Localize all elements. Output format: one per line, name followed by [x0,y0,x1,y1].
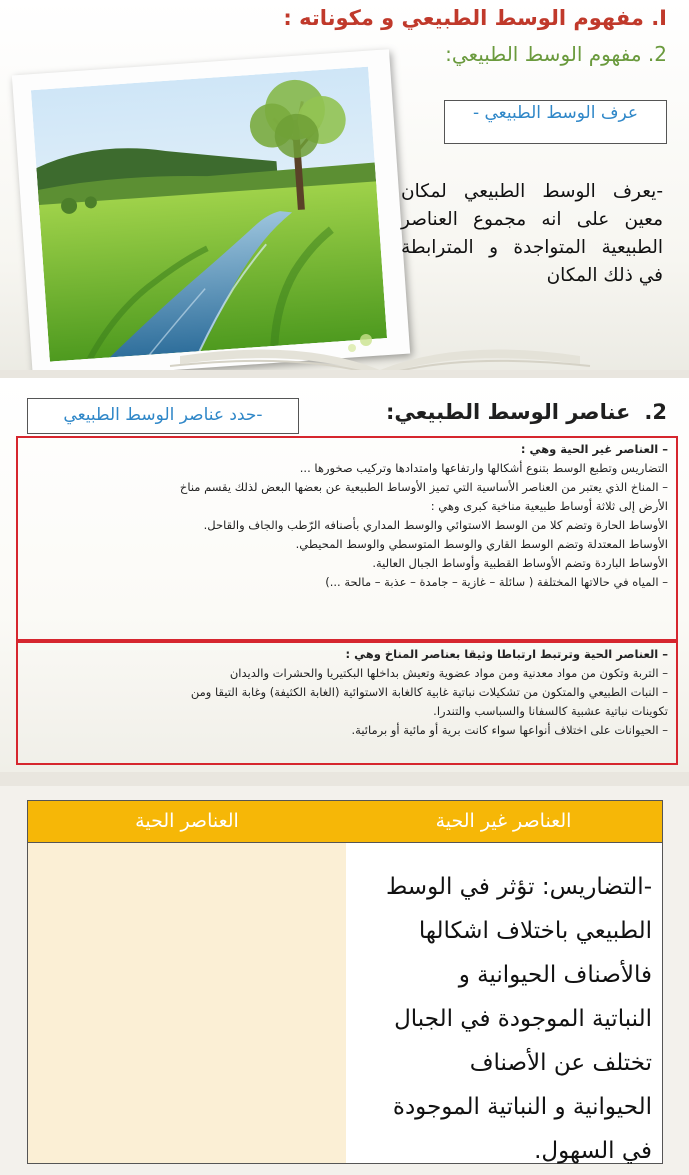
cell-line: فالأصناف الحيوانية و [458,962,652,988]
question-define-box: - عرف الوسط الطبيعي [444,100,667,144]
slide-concept [0,0,689,370]
list-item: – النبات الطبيعي والمتكون من تشكيلات نباتية غابية كالغابة الاستوائية (الغابة الكثيفة) وغابة التيقا ومن [190,685,668,699]
cell-line: النباتية الموجودة في الجبال [394,1006,652,1032]
lesson-title: I. مفهوم الوسط الطبيعي و مكوناته : [283,6,667,30]
cell-line: في السهول. [534,1138,652,1164]
list-item: الأرض إلى ثلاثة أوساط طبيعية مناخية كبرى وهي : [430,499,668,513]
living-elements-box [16,641,678,765]
slide-elements [0,378,689,772]
list-item: – المياه في حالاتها المختلفة ( سائلة – غازية – جامدة – عذبة – مالحة ...) [325,575,668,589]
section-heading-text: عناصر الوسط الطبيعي: [386,400,631,424]
list-item: الأوساط المعتدلة وتضم الوسط القاري والوسط المتوسطي والوسط المحيطي. [295,537,668,551]
elements-table [27,800,663,1164]
cell-nonliving [344,843,662,1163]
list-item: تكوينات نباتية عشبية كالسفانا والسباسب والتندرا. [433,704,668,718]
cell-living [28,843,346,1163]
living-heading: – العناصر الحية وترتبط ارتباطا وثيقا بعناصر المناخ وهي : [345,647,668,661]
nonliving-heading: – العناصر غير الحية وهي : [520,442,668,456]
slide-table [0,786,689,1175]
list-item: – الحيوانات على اختلاف أنواعها سواء كانت برية أو مائية أو برمائية. [351,723,668,737]
cell-line: -التضاريس: تؤثر في الوسط [385,874,652,900]
question-identify-box: -حدد عناصر الوسط الطبيعي [27,398,299,434]
list-item: الأوساط الباردة وتضم الأوساط القطبية وأوساط الجبال العالية. [372,556,668,570]
nonliving-cell-text [352,865,652,1173]
cell-line: الطبيعي باختلاف اشكالها [418,918,652,944]
section-subtitle: 2. مفهوم الوسط الطبيعي: [445,42,667,66]
section-heading [386,400,667,424]
column-header-nonliving: العناصر غير الحية [344,801,662,843]
nonliving-elements-box [16,436,678,641]
cell-line: تختلف عن الأصناف [469,1050,652,1076]
cell-line: الحيوانية و النباتية الموجودة [392,1094,652,1120]
list-item: التضاريس وتطبع الوسط بتنوع أشكالها وارتفاعها وامتدادها وتركيب صخورها ... [299,461,668,475]
list-item: – التربة وتكون من مواد معدنية ومن مواد عضوية وتعيش بداخلها البكتيريا والحشرات والديدان [229,666,668,680]
list-item: الأوساط الحارة وتضم كلا من الوسط الاستوائي والوسط المداري بأصنافه الرّطب والجاف والقاحل. [203,518,668,532]
section-number: 2. [644,400,667,424]
definition-text: -يعرف الوسط الطبيعي لمكان معين على انه مجموع العناصر الطبيعية المتواجدة و المترابطة في ذلك المكان [401,181,663,286]
column-header-living: العناصر الحية [28,801,346,843]
list-item: – المناخ الذي يعتبر من العناصر الأساسية التي تميز الأوساط الطبيعية عن بعضها البعض لذلك يقسم مناخ [179,480,668,494]
open-book-decoration [140,318,620,370]
